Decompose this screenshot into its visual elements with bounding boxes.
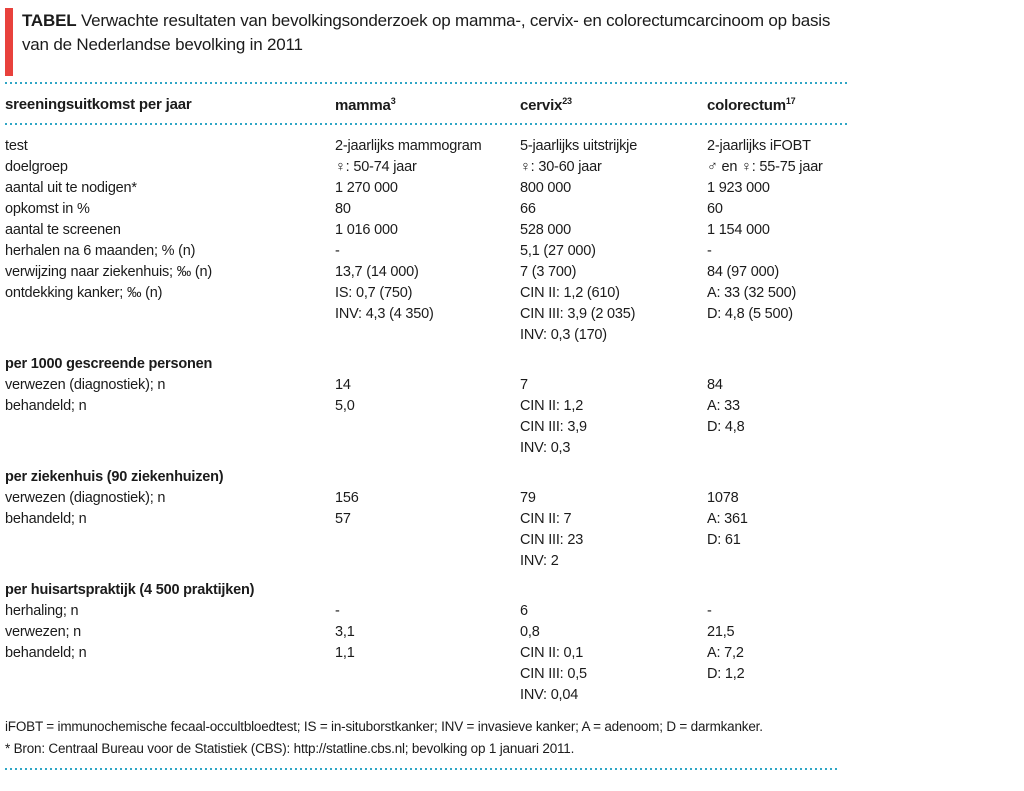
- cell-line: 800 000: [520, 180, 572, 196]
- row-label: behandeld; n: [5, 645, 87, 661]
- cell-line: IS: 0,7 (750): [335, 285, 413, 301]
- cell-line: ♀: 30-60 jaar: [520, 159, 602, 175]
- row-label: test: [5, 138, 28, 154]
- cell-cervix: [520, 220, 707, 241]
- cell-cervix: [520, 643, 707, 706]
- cell-line: CIN III: 3,9: [520, 419, 587, 435]
- column-header-ref: 3: [390, 96, 396, 106]
- cell-line: 0,8: [520, 624, 540, 640]
- cell-cervix: [520, 396, 707, 459]
- cell-line: 84: [707, 377, 723, 393]
- row-label: verwezen (diagnostiek); n: [5, 377, 166, 393]
- cell-line: 2-jaarlijks iFOBT: [707, 138, 811, 154]
- row-label: aantal uit te nodigen*: [5, 180, 137, 196]
- cell-line: 1,1: [335, 645, 355, 661]
- table-row: [5, 136, 847, 157]
- cell-cervix: [520, 488, 707, 509]
- cell-colorectum: [707, 509, 847, 551]
- cell-cervix: [520, 375, 707, 396]
- cell-line: 156: [335, 490, 359, 506]
- cell-mamma: [335, 136, 520, 157]
- footnotes: [5, 716, 965, 760]
- cell-mamma: [335, 262, 520, 283]
- cell-mamma: [335, 643, 520, 664]
- table-row: [5, 220, 847, 241]
- table-section: [5, 467, 847, 572]
- cell-line: A: 33 (32 500): [707, 285, 797, 301]
- cell-line: ♂ en ♀: 55-75 jaar: [707, 159, 823, 175]
- row-label: verwezen; n: [5, 624, 81, 640]
- row-label: herhalen na 6 maanden; % (n): [5, 243, 196, 259]
- cell-line: CIN III: 23: [520, 532, 584, 548]
- footnote-abbreviations: iFOBT = immunochemische fecaal-occultbloedtest; IS = in-situborstkanker; INV = invasieve kanker; A = adenoom; D = darmkanker.: [5, 719, 763, 734]
- cell-mamma: [335, 375, 520, 396]
- table-row: [5, 283, 847, 346]
- cell-line: 84 (97 000): [707, 264, 779, 280]
- cell-line: ♀: 50-74 jaar: [335, 159, 417, 175]
- cell-line: 7 (3 700): [520, 264, 577, 280]
- cell-line: 1 270 000: [335, 180, 398, 196]
- cell-line: A: 7,2: [707, 645, 744, 661]
- row-label: aantal te screenen: [5, 222, 121, 238]
- cell-line: D: 1,2: [707, 666, 745, 682]
- table-tag: TABEL: [22, 11, 77, 30]
- cell-line: -: [335, 243, 340, 259]
- table-section: [5, 136, 847, 346]
- cell-colorectum: [707, 643, 847, 685]
- column-header-cervix: [520, 96, 707, 114]
- table-row: [5, 643, 847, 706]
- column-header-label: colorectum: [707, 97, 786, 114]
- cell-colorectum: [707, 241, 847, 262]
- cell-line: 1 154 000: [707, 222, 770, 238]
- cell-line: 5,1 (27 000): [520, 243, 596, 259]
- cell-line: INV: 0,3 (170): [520, 327, 607, 343]
- cell-line: 5,0: [335, 398, 355, 414]
- cell-line: 2-jaarlijks mammogram: [335, 138, 482, 154]
- table-row: [5, 375, 847, 396]
- cell-colorectum: [707, 178, 847, 199]
- table-row: [5, 241, 847, 262]
- cell-line: INV: 2: [520, 553, 559, 569]
- table-row: [5, 157, 847, 178]
- row-label: herhaling; n: [5, 603, 79, 619]
- cell-colorectum: [707, 375, 847, 396]
- table-row: [5, 178, 847, 199]
- cell-mamma: [335, 601, 520, 622]
- cell-cervix: [520, 241, 707, 262]
- cell-line: 1078: [707, 490, 739, 506]
- cell-colorectum: [707, 262, 847, 283]
- cell-line: 57: [335, 511, 351, 527]
- cell-line: 528 000: [520, 222, 572, 238]
- cell-line: 80: [335, 201, 351, 217]
- cell-cervix: [520, 178, 707, 199]
- cell-line: CIN III: 0,5: [520, 666, 587, 682]
- section-heading: per ziekenhuis (90 ziekenhuizen): [5, 469, 224, 485]
- cell-line: A: 33: [707, 398, 740, 414]
- cell-mamma: [335, 241, 520, 262]
- cell-colorectum: [707, 396, 847, 438]
- table-row: [5, 262, 847, 283]
- cell-line: 3,1: [335, 624, 355, 640]
- cell-cervix: [520, 622, 707, 643]
- cell-cervix: [520, 509, 707, 572]
- divider-header: [5, 123, 847, 125]
- cell-mamma: [335, 178, 520, 199]
- footnote-source: * Bron: Centraal Bureau voor de Statistiek (CBS): http://statline.cbs.nl; bevolking op 1 januari 2011.: [5, 741, 575, 756]
- cell-line: 6: [520, 603, 528, 619]
- cell-line: CIN II: 7: [520, 511, 572, 527]
- row-label: behandeld; n: [5, 398, 87, 414]
- cell-line: CIN II: 0,1: [520, 645, 584, 661]
- cell-line: D: 4,8: [707, 419, 745, 435]
- cell-line: D: 4,8 (5 500): [707, 306, 793, 322]
- cell-line: 21,5: [707, 624, 735, 640]
- section-heading: per huisartspraktijk (4 500 praktijken): [5, 582, 255, 598]
- table-section: [5, 580, 847, 706]
- section-heading: per 1000 gescreende personen: [5, 356, 213, 372]
- cell-line: CIN III: 3,9 (2 035): [520, 306, 636, 322]
- row-label: verwijzing naar ziekenhuis; ‰ (n): [5, 264, 212, 280]
- cell-line: 79: [520, 490, 536, 506]
- cell-line: INV: 4,3 (4 350): [335, 306, 434, 322]
- cell-line: CIN II: 1,2 (610): [520, 285, 620, 301]
- cell-cervix: [520, 136, 707, 157]
- accent-bar: [5, 8, 13, 76]
- cell-line: -: [707, 603, 712, 619]
- cell-colorectum: [707, 220, 847, 241]
- cell-cervix: [520, 199, 707, 220]
- cell-line: INV: 0,04: [520, 687, 579, 703]
- cell-mamma: [335, 396, 520, 417]
- cell-cervix: [520, 283, 707, 346]
- column-header-ref: 17: [785, 96, 796, 106]
- cell-line: 13,7 (14 000): [335, 264, 419, 280]
- cell-cervix: [520, 157, 707, 178]
- cell-mamma: [335, 220, 520, 241]
- table-title-text: Verwachte resultaten van bevolkingsonderzoek op mamma-, cervix- en colorectumcarcinoom op basis van de Nederlandse bevolking in 2011: [22, 11, 831, 54]
- cell-cervix: [520, 262, 707, 283]
- cell-mamma: [335, 509, 520, 530]
- column-header-ref: 23: [562, 96, 572, 106]
- row-label: doelgroep: [5, 159, 68, 175]
- column-header-label: cervix: [520, 97, 563, 114]
- table-body: [5, 136, 847, 706]
- table-row: [5, 488, 847, 509]
- divider-bottom: [5, 768, 838, 770]
- cell-mamma: [335, 622, 520, 643]
- cell-line: 1 016 000: [335, 222, 398, 238]
- cell-mamma: [335, 488, 520, 509]
- cell-line: A: 361: [707, 511, 748, 527]
- row-label: opkomst in %: [5, 201, 90, 217]
- cell-line: 1 923 000: [707, 180, 770, 196]
- table-header-row: [5, 96, 847, 114]
- cell-colorectum: [707, 601, 847, 622]
- cell-line: CIN II: 1,2: [520, 398, 584, 414]
- row-label: verwezen (diagnostiek); n: [5, 490, 166, 506]
- table-section: [5, 354, 847, 459]
- cell-line: 14: [335, 377, 351, 393]
- column-header-label: mamma: [335, 97, 391, 114]
- table-row: [5, 509, 847, 572]
- column-header-outcome: sreeningsuitkomst per jaar: [5, 96, 192, 113]
- cell-colorectum: [707, 622, 847, 643]
- cell-line: D: 61: [707, 532, 741, 548]
- cell-mamma: [335, 283, 520, 325]
- table-row: [5, 622, 847, 643]
- table-row: [5, 396, 847, 459]
- cell-colorectum: [707, 157, 847, 178]
- cell-colorectum: [707, 488, 847, 509]
- table-title: [22, 9, 854, 57]
- row-label: behandeld; n: [5, 511, 87, 527]
- row-label: ontdekking kanker; ‰ (n): [5, 285, 163, 301]
- cell-line: 66: [520, 201, 536, 217]
- cell-cervix: [520, 601, 707, 622]
- column-header-mamma: [335, 96, 520, 114]
- divider-top: [5, 82, 847, 84]
- cell-mamma: [335, 157, 520, 178]
- column-header-colorectum: [707, 96, 847, 114]
- cell-line: 7: [520, 377, 528, 393]
- cell-colorectum: [707, 136, 847, 157]
- cell-colorectum: [707, 283, 847, 325]
- cell-line: INV: 0,3: [520, 440, 571, 456]
- cell-line: -: [707, 243, 712, 259]
- cell-line: 5-jaarlijks uitstrijkje: [520, 138, 638, 154]
- cell-mamma: [335, 199, 520, 220]
- cell-colorectum: [707, 199, 847, 220]
- table-row: [5, 601, 847, 622]
- cell-line: -: [335, 603, 340, 619]
- cell-line: 60: [707, 201, 723, 217]
- table-row: [5, 199, 847, 220]
